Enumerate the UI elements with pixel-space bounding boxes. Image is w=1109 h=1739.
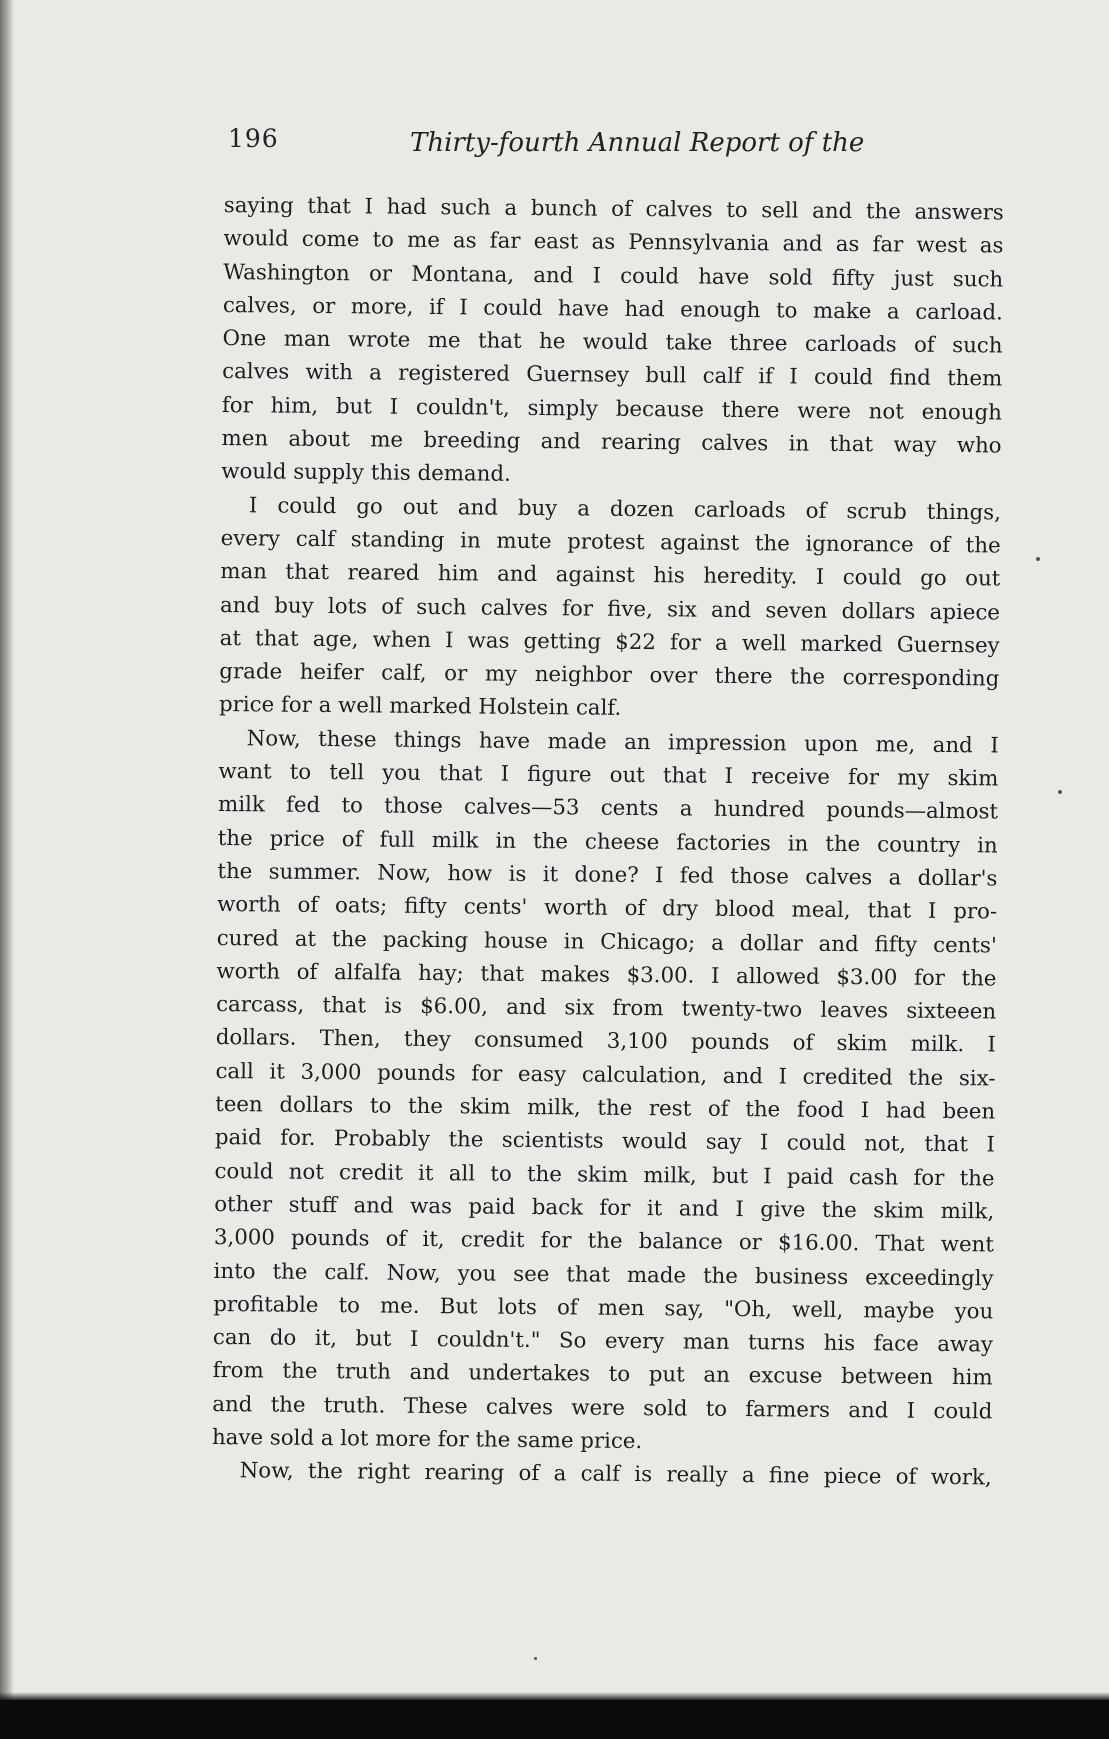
text-line: for him, but I couldn't, simply because there were not enough [221,392,1003,426]
text-line: Now, the right rearing of a calf is really a fine piece of work, [239,1458,992,1491]
text-line: could not credit it all to the skim milk, but I paid cash for the [214,1158,995,1192]
text-line: the price of full milk in the cheese factories in the country in [217,825,998,859]
text-line: worth of oats; fifty cents' worth of dry blood meal, that I pro- [217,892,998,925]
text-line: calves, or more, if I could have had enough to make a carload. [222,292,1003,326]
scan-speck [1036,557,1040,561]
scan-speck [534,1657,537,1660]
text-line: dollars. Then, they consumed 3,100 pounds of skim milk. I [215,1025,996,1058]
text-line: price for a well marked Holstein calf. [218,692,622,722]
text-line: worth of alfalfa hay; that makes $3.00. I allowed $3.00 for the [216,958,997,992]
text-line: One man wrote me that he would take three carloads of such [222,326,1003,359]
text-line: milk fed to those calves—53 cents a hundred pounds—almost [217,792,999,825]
text-line: grade heifer calf, or my neighbor over there the corresponding [219,659,1000,692]
text-line: Washington or Montana, and I could have sold fifty just such [223,259,1004,293]
text-line: would supply this demand. [221,459,511,488]
text-line: calves with a registered Guernsey bull calf if I could find them [222,359,1003,392]
text-line: carcass, that is $6.00, and six from twenty-two leaves sixteeen [216,992,997,1025]
text-line: would come to me as far east as Pennsylvania and as far west as [223,226,1004,259]
page-number: 196 [228,124,279,153]
text-line: at that age, when I was getting $22 for a well marked Guernsey [219,625,1000,659]
text-line: 3,000 pounds of it, credit for the balance or $16.00. That went [213,1225,995,1258]
scan-speck [1058,790,1062,794]
body-text [212,189,1004,1495]
text-line: into the calf. Now, you see that made the business exceedingly [213,1258,994,1291]
text-line: other stuff and was paid back for it and I give the skim milk, [214,1191,995,1225]
running-title: Thirty-fourth Annual Report of the [410,128,865,158]
text-line: can do it, but I couldn't." So every man turns his face away [212,1325,994,1358]
text-line: and buy lots of such calves for five, six and seven dollars apiece [219,592,1001,626]
text-line: Now, these things have made an impression upon me, and I [246,725,999,759]
text-line: teen dollars to the skim milk, the rest of the food I had been [215,1091,996,1125]
text-line: want to tell you that I figure out that I receive for my skim [218,759,999,792]
text-line: profitable to me. But lots of men say, "Oh, well, maybe you [213,1291,994,1325]
text-line: man that reared him and against his heredity. I could go out [220,559,1001,592]
scan-bottom-edge [0,1700,1109,1739]
text-line: from the truth and undertakes to put an excuse between him [212,1358,993,1391]
text-line: call it 3,000 pounds for easy calculation, and I credited the six- [215,1058,996,1092]
text-line: the summer. Now, how is it done? I fed those calves a dollar's [217,858,998,892]
running-head [228,124,888,164]
text-line: men about me breeding and rearing calves in that way who [221,426,1002,459]
text-line: and the truth. These calves were sold to farmers and I could [212,1391,993,1425]
text-line: paid for. Probably the scientists would say I could not, that I [214,1125,995,1158]
text-line: I could go out and buy a dozen carloads of scrub things, [248,492,1002,526]
text-line: every calf standing in mute protest against the ignorance of the [220,525,1001,559]
text-line: saying that I had such a bunch of calves to sell and the answers [223,192,1004,226]
text-line: cured at the packing house in Chicago; a dollar and fifty cents' [216,925,997,958]
text-line: have sold a lot more for the same price. [211,1424,643,1455]
